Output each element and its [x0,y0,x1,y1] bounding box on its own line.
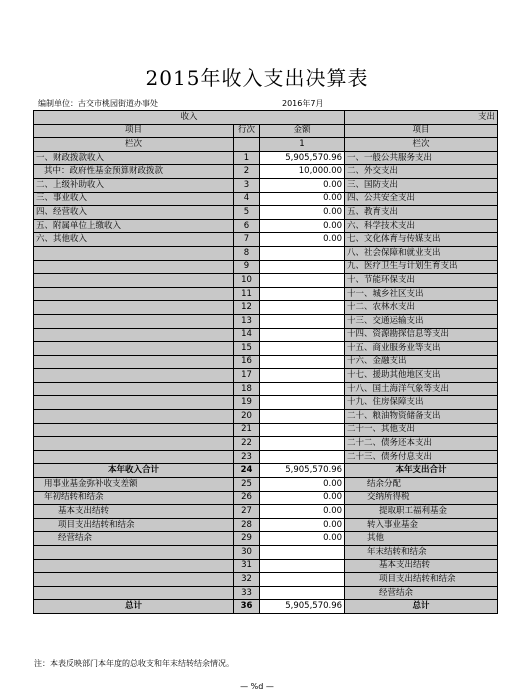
amount-cell [260,355,345,369]
income-column-no: 栏次 [34,138,234,152]
income-item-cell [34,342,234,356]
amount-cell: 0.00 [260,206,345,220]
expense-item-cell: 提取职工福利基金 [345,505,498,519]
income-item-cell [34,260,234,274]
income-item-cell [34,559,234,573]
income-item-cell: 年初结转和结余 [34,491,234,505]
income-item-cell [34,274,234,288]
table-row [34,369,498,383]
expense-item-cell: 结余分配 [345,478,498,492]
expense-item-cell: 经营结余 [345,586,498,600]
amount-cell: 0.00 [260,192,345,206]
line-no-cell: 17 [234,369,260,383]
table-row [34,396,498,410]
income-item-cell [34,246,234,260]
income-item-cell [34,287,234,301]
amount-cell [260,301,345,315]
table-row [34,192,498,206]
income-item-cell: 一、财政拨款收入 [34,151,234,165]
amount-cell: 5,905,570.96 [260,151,345,165]
line-no-cell: 15 [234,342,260,356]
table-row [34,505,498,519]
line-no-column-cell [234,138,260,152]
amount-cell: 0.00 [260,219,345,233]
table-row [34,600,498,614]
expense-item-cell: 二十三、债务付息支出 [345,450,498,464]
income-item-cell [34,450,234,464]
table-row [34,151,498,165]
line-no-cell: 2 [234,165,260,179]
line-no-cell: 19 [234,396,260,410]
amount-cell [260,573,345,587]
expense-item-cell: 二十一、其他支出 [345,423,498,437]
expense-item-cell: 十四、资源勘探信息等支出 [345,328,498,342]
line-no-cell: 13 [234,314,260,328]
amount-cell [260,382,345,396]
line-no-cell: 25 [234,478,260,492]
amount-cell [260,369,345,383]
table-row [34,532,498,546]
table-row [34,274,498,288]
income-item-cell: 其中：政府性基金预算财政拨款 [34,165,234,179]
expense-item-cell: 四、公共安全支出 [345,192,498,206]
table-row [34,410,498,424]
line-no-cell: 31 [234,559,260,573]
income-item-cell [34,423,234,437]
line-no-cell: 1 [234,151,260,165]
line-no-cell: 8 [234,246,260,260]
table-row [34,206,498,220]
amount-cell: 5,905,570.96 [260,600,345,614]
table-row [34,464,498,478]
expense-item-cell: 五、教育支出 [345,206,498,220]
line-no-cell: 16 [234,355,260,369]
line-no-cell: 27 [234,505,260,519]
expense-item-cell: 总计 [345,600,498,614]
table-row [34,287,498,301]
expense-item-cell: 三、国防支出 [345,178,498,192]
line-no-cell: 18 [234,382,260,396]
expense-item-cell: 十七、援助其他地区支出 [345,369,498,383]
line-no-cell: 36 [234,600,260,614]
table-row [34,246,498,260]
amount-cell [260,546,345,560]
amount-cell: 10,000.00 [260,165,345,179]
expense-item-cell: 基本支出结转 [345,559,498,573]
line-no-cell: 23 [234,450,260,464]
line-no-cell: 6 [234,219,260,233]
income-item-cell [34,586,234,600]
amount-cell [260,246,345,260]
table-row [34,437,498,451]
expense-item-header: 项目 [345,124,498,138]
line-no-cell: 33 [234,586,260,600]
table-row [34,328,498,342]
amount-cell [260,437,345,451]
income-item-cell [34,410,234,424]
table-row [34,382,498,396]
unit-label: 编制单位：古交市桃园街道办事处 [38,99,158,108]
table-row [34,301,498,315]
line-no-cell: 7 [234,233,260,247]
income-item-cell [34,314,234,328]
table-note: 注：本表反映部门本年度的总收支和年末结转结余情况。 [34,659,234,668]
line-no-cell: 11 [234,287,260,301]
table-row [34,491,498,505]
table-row [34,178,498,192]
page-title: 2015年收入支出决算表 [145,66,369,90]
table-row [34,546,498,560]
amount-cell [260,328,345,342]
income-item-cell [34,355,234,369]
line-no-cell: 26 [234,491,260,505]
income-item-cell [34,369,234,383]
table-row [34,260,498,274]
amount-cell [260,260,345,274]
income-item-cell: 总计 [34,600,234,614]
expense-item-cell: 交纳所得税 [345,491,498,505]
line-no-cell: 21 [234,423,260,437]
line-no-cell: 24 [234,464,260,478]
table-row [34,165,498,179]
amount-cell: 0.00 [260,505,345,519]
line-no-cell: 3 [234,178,260,192]
income-item-cell: 二、上级补助收入 [34,178,234,192]
income-item-header: 项目 [34,124,234,138]
expense-item-cell: 十三、交通运输支出 [345,314,498,328]
amount-cell [260,314,345,328]
expense-item-cell: 八、社会保障和就业支出 [345,246,498,260]
expense-item-cell: 一、一般公共服务支出 [345,151,498,165]
line-no-cell: 29 [234,532,260,546]
amount-cell [260,410,345,424]
expense-item-cell: 本年支出合计 [345,464,498,478]
table-row [34,573,498,587]
amount-cell [260,287,345,301]
line-no-cell: 32 [234,573,260,587]
line-no-cell: 12 [234,301,260,315]
line-no-header: 行次 [234,124,260,138]
income-item-cell: 经营结余 [34,532,234,546]
income-item-cell: 四、经营收入 [34,206,234,220]
line-no-cell: 4 [234,192,260,206]
section-header-row [34,111,498,125]
table-row [34,559,498,573]
income-item-cell [34,328,234,342]
line-no-cell: 10 [234,274,260,288]
table-row [34,478,498,492]
table-row [34,450,498,464]
line-no-cell: 9 [234,260,260,274]
table-row [34,233,498,247]
table-row [34,423,498,437]
table-row [34,342,498,356]
income-item-cell [34,396,234,410]
amount-cell: 0.00 [260,478,345,492]
line-no-cell: 5 [234,206,260,220]
income-item-cell [34,301,234,315]
income-item-cell [34,546,234,560]
expense-item-cell: 项目支出结转和结余 [345,573,498,587]
table-row [34,586,498,600]
amount-cell [260,342,345,356]
line-no-cell: 22 [234,437,260,451]
amount-cell: 0.00 [260,178,345,192]
amount-header: 金额 [260,124,345,138]
amount-cell: 5,905,570.96 [260,464,345,478]
table-row [34,518,498,532]
income-item-cell: 五、附属单位上缴收入 [34,219,234,233]
income-item-cell: 六、其他收入 [34,233,234,247]
amount-column-no: 1 [260,138,345,152]
income-item-cell [34,573,234,587]
expense-item-cell: 二十、粮油物资储备支出 [345,410,498,424]
amount-cell [260,423,345,437]
expense-item-cell: 转入事业基金 [345,518,498,532]
expense-item-cell: 二十二、债务还本支出 [345,437,498,451]
expense-item-cell: 十五、商业服务业等支出 [345,342,498,356]
expense-item-cell: 其他 [345,532,498,546]
amount-cell [260,396,345,410]
line-no-cell: 30 [234,546,260,560]
table-row [34,314,498,328]
income-item-cell: 用事业基金弥补收支差额 [34,478,234,492]
amount-cell [260,274,345,288]
income-item-cell: 本年收入合计 [34,464,234,478]
table-row [34,355,498,369]
income-item-cell: 项目支出结转和结余 [34,518,234,532]
amount-cell [260,450,345,464]
expense-column-no: 栏次 [345,138,498,152]
table-row [34,219,498,233]
amount-cell: 0.00 [260,532,345,546]
expense-item-cell: 七、文化体育与传媒支出 [345,233,498,247]
column-header-row [34,124,498,138]
date-label: 2016年7月 [282,99,324,108]
expense-item-cell: 十、节能环保支出 [345,274,498,288]
line-no-cell: 28 [234,518,260,532]
expense-item-cell: 十八、国土海洋气象等支出 [345,382,498,396]
expense-item-cell: 二、外交支出 [345,165,498,179]
expense-item-cell: 十六、金融支出 [345,355,498,369]
report-table [33,110,498,614]
income-item-cell: 基本支出结转 [34,505,234,519]
income-section-header: 收入 [34,111,345,125]
income-item-cell: 三、事业收入 [34,192,234,206]
expense-item-cell: 十一、城乡社区支出 [345,287,498,301]
amount-cell [260,559,345,573]
amount-cell: 0.00 [260,233,345,247]
expense-item-cell: 六、科学技术支出 [345,219,498,233]
expense-item-cell: 十二、农林水支出 [345,301,498,315]
report-body [34,111,498,614]
expense-section-header: 支出 [345,111,498,125]
amount-cell: 0.00 [260,491,345,505]
expense-item-cell: 年末结转和结余 [345,546,498,560]
amount-cell: 0.00 [260,518,345,532]
column-number-row [34,138,498,152]
expense-item-cell: 十九、住房保障支出 [345,396,498,410]
line-no-cell: 20 [234,410,260,424]
expense-item-cell: 九、医疗卫生与计划生育支出 [345,260,498,274]
amount-cell [260,586,345,600]
line-no-cell: 14 [234,328,260,342]
page-footer: — %d — [240,682,274,691]
income-item-cell [34,382,234,396]
income-item-cell [34,437,234,451]
